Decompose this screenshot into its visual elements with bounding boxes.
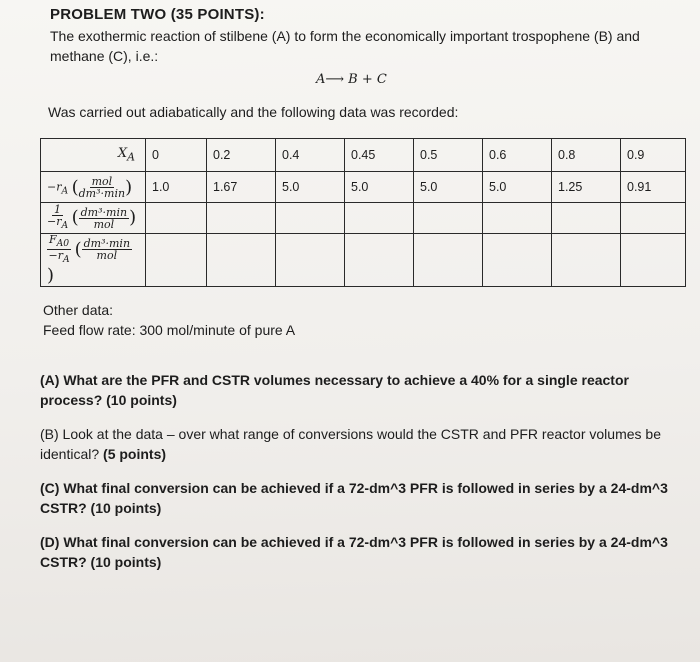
inverse-rate-row (41, 203, 686, 234)
blank-cell (207, 234, 276, 287)
problem-title: PROBLEM TWO (35 POINTS): (50, 6, 265, 23)
levenspiel-row (41, 234, 686, 287)
blank-cell (146, 234, 207, 287)
question-c: (C) What final conversion can be achieved if a 72-dm^3 PFR is followed in series by a 24-dm^3 CSTR? (10 points) (40, 480, 668, 516)
conversion-cell: 0.5 (414, 139, 483, 172)
conversion-row-label: $X_A$ (41, 139, 146, 172)
conversion-cell: 0.45 (345, 139, 414, 172)
conversion-cell: 0.8 (552, 139, 621, 172)
levenspiel-row-label: $\frac{F_{A0}}{-r_A}$ ( $\frac{\text{dm³·min}}{\text{mol}}$ ) (41, 234, 146, 287)
rate-cell: 5.0 (276, 172, 345, 203)
blank-cell (483, 203, 552, 234)
conversion-cell: 0 (146, 139, 207, 172)
rate-cell: 1.0 (146, 172, 207, 203)
blank-cell (345, 234, 414, 287)
conversion-cell: 0.4 (276, 139, 345, 172)
conversion-cell: 0.6 (483, 139, 552, 172)
rate-cell: 5.0 (483, 172, 552, 203)
rate-cell: 5.0 (345, 172, 414, 203)
blank-cell (552, 234, 621, 287)
other-data (43, 300, 295, 340)
blank-cell (552, 203, 621, 234)
conversion-cell: 0.9 (621, 139, 686, 172)
rate-cell: 1.25 (552, 172, 621, 203)
reaction-equation: A⟶ B + C (316, 72, 387, 87)
blank-cell (207, 203, 276, 234)
data-table (40, 138, 686, 287)
blank-cell (483, 234, 552, 287)
question-a: (A) What are the PFR and CSTR volumes necessary to achieve a 40% for a single reactor process? (10 points) (40, 372, 629, 408)
problem-intro: The exothermic reaction of stilbene (A) to form the economically important trospophene (B) and methane (C), i.e.: (50, 28, 640, 64)
blank-cell (414, 203, 483, 234)
rate-cell: 5.0 (414, 172, 483, 203)
blank-cell (276, 234, 345, 287)
blank-cell (345, 203, 414, 234)
rate-cell: 0.91 (621, 172, 686, 203)
question-d: (D) What final conversion can be achieved if a 72-dm^3 PFR is followed in series by a 24-dm^3 CSTR? (10 points) (40, 534, 668, 570)
conversion-row (41, 139, 686, 172)
blank-cell (276, 203, 345, 234)
blank-cell (146, 203, 207, 234)
feed-flow-rate: Feed flow rate: 300 mol/minute of pure A (43, 322, 296, 338)
adiabatic-statement: Was carried out adiabatically and the following data was recorded: (48, 104, 459, 120)
blank-cell (414, 234, 483, 287)
rate-cell: 1.67 (207, 172, 276, 203)
question-b: (B) Look at the data – over what range of conversions would the CSTR and PFR reactor volumes be identical? (5 points) (40, 426, 661, 462)
conversion-cell: 0.2 (207, 139, 276, 172)
blank-cell (621, 203, 686, 234)
rate-row-label: $-r_A$ ( $\frac{\text{mol}}{\text{dm³·min}}$ ) (41, 172, 146, 203)
blank-cell (621, 234, 686, 287)
rate-row (41, 172, 686, 203)
other-data-heading: Other data: (43, 302, 114, 318)
inverse-rate-row-label: $\frac{1}{-r_A}$ ( $\frac{\text{dm³·min}}{\text{mol}}$ ) (41, 203, 146, 234)
